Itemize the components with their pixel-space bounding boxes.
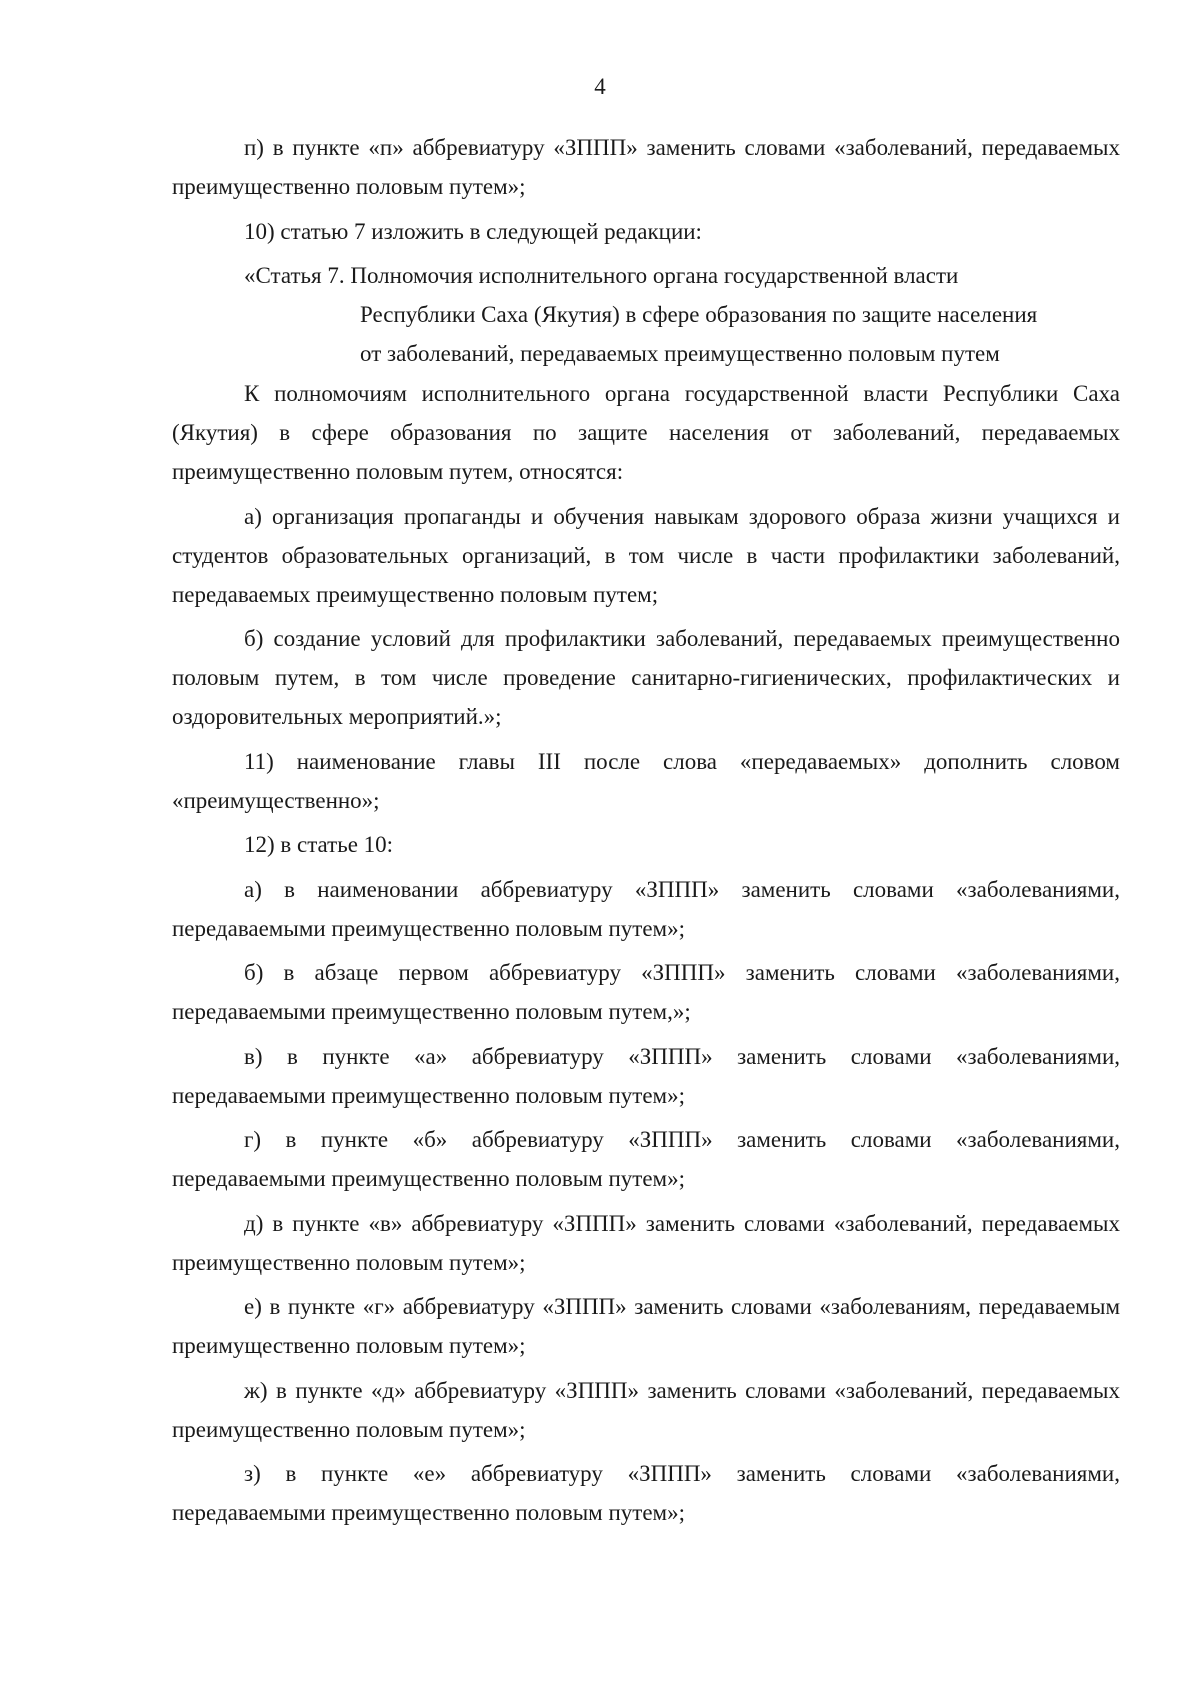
paragraph-item-12-z: з) в пункте «е» аббревиатуру «ЗППП» заменить словами «заболеваниями, передаваемыми преимущественно половым путем»;	[172, 1461, 1120, 1525]
paragraph-powers-intro: К полномочиям исполнительного органа государственной власти Республики Саха (Якутия) в сфере образования по защите населения от заболеваний, передаваемых преимущественно половым путем, относятся:	[172, 381, 1120, 484]
paragraph-item-12-a: а) в наименовании аббревиатуру «ЗППП» заменить словами «заболеваниями, передаваемыми преимущественно половым путем»;	[172, 876, 1120, 941]
paragraph-item-12: 12) в статье 10:	[244, 832, 394, 857]
article-7-title	[172, 256, 1120, 373]
paragraph-item-12-b: б) в абзаце первом аббревиатуру «ЗППП» заменить словами «заболеваниями, передаваемыми преимущественно половым путем,»;	[172, 960, 1120, 1024]
article-title-line-1: «Статья 7. Полномочия исполнительного органа государственной власти	[244, 263, 959, 288]
document-body	[172, 128, 1120, 1538]
article-title-line-3: от заболеваний, передаваемых преимущественно половым путем	[360, 341, 1000, 366]
paragraph-power-a: а) организация пропаганды и обучения навыкам здорового образа жизни учащихся и студентов образовательных организаций, в том числе в части профилактики заболеваний, передаваемых преимущественно половым путем;	[172, 503, 1120, 607]
article-title-line-2: Республики Саха (Якутия) в сфере образования по защите населения	[360, 302, 1038, 327]
paragraph-item-12-e: е) в пункте «г» аббревиатуру «ЗППП» заменить словами «заболеваниям, передаваемым преимущественно половым путем»;	[172, 1294, 1120, 1358]
paragraph-item-12-d: д) в пункте «в» аббревиатуру «ЗППП» заменить словами «заболеваний, передаваемых преимущественно половым путем»;	[172, 1210, 1120, 1275]
paragraph-item-12-g: г) в пункте «б» аббревиатуру «ЗППП» заменить словами «заболеваниями, передаваемыми преимущественно половым путем»;	[172, 1127, 1120, 1191]
paragraph-item-11: 11) наименование главы III после слова «передаваемых» дополнить словом «преимущественно»;	[172, 748, 1120, 813]
paragraph-item-10: 10) статью 7 изложить в следующей редакции:	[244, 218, 702, 244]
paragraph-item-12-zh: ж) в пункте «д» аббревиатуру «ЗППП» заменить словами «заболеваний, передаваемых преимущественно половым путем»;	[172, 1377, 1120, 1442]
paragraph-item-12-v: в) в пункте «а» аббревиатуру «ЗППП» заменить словами «заболеваниями, передаваемыми преимущественно половым путем»;	[172, 1043, 1120, 1108]
paragraph-item-p: п) в пункте «п» аббревиатуру «ЗППП» заменить словами «заболеваний, передаваемых преимущественно половым путем»;	[172, 135, 1120, 199]
paragraph-power-b: б) создание условий для профилактики заболеваний, передаваемых преимущественно половым путем, в том числе проведение санитарно-гигиенических, профилактических и оздоровительных мероприятий.»;	[172, 626, 1120, 729]
page-number: 4	[594, 74, 606, 99]
